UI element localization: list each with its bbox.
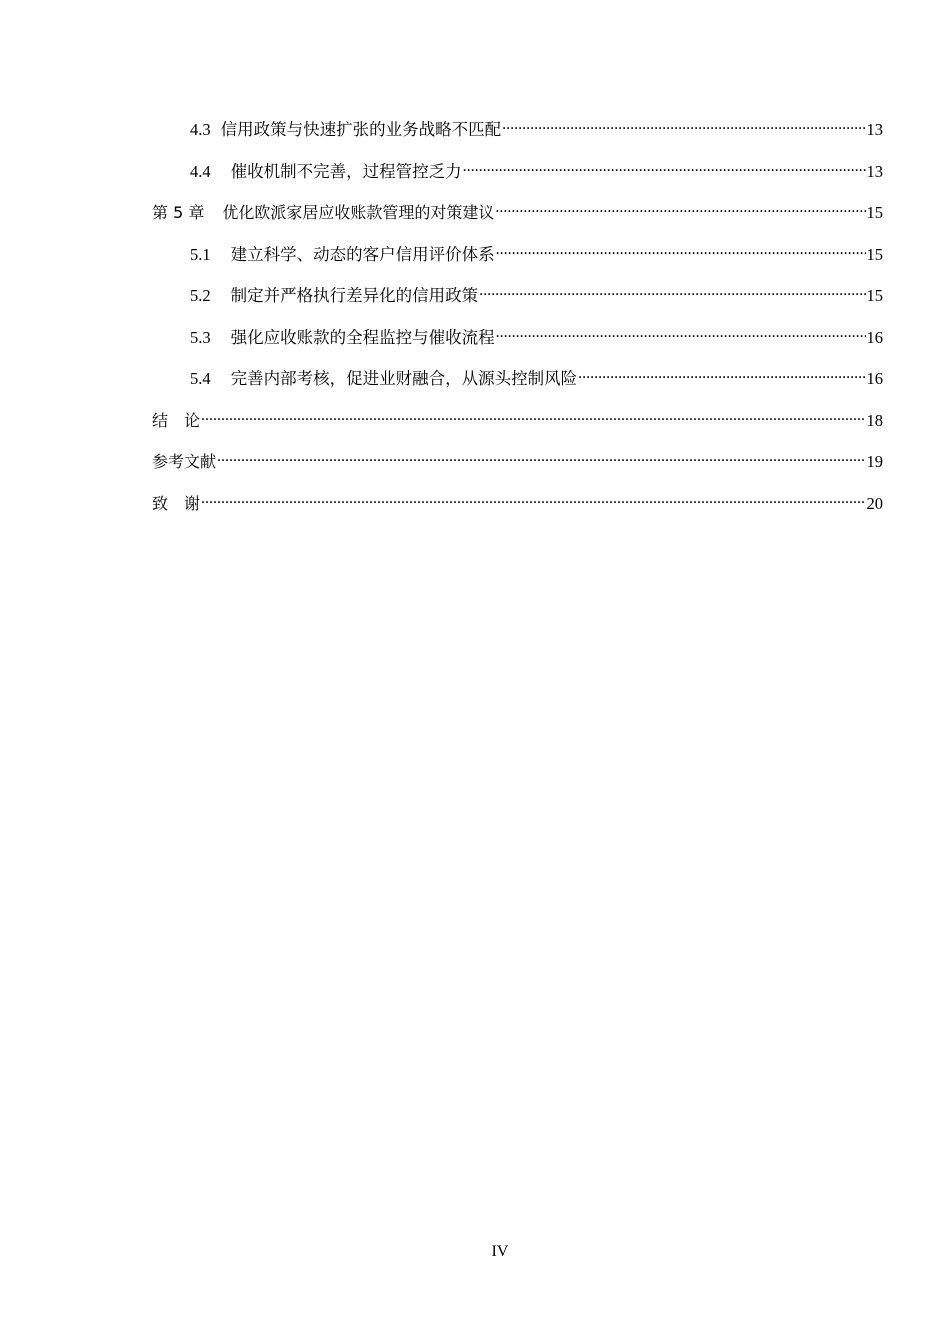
toc-entry-title: 催收机制不完善，过程管控乏力 <box>230 161 462 181</box>
toc-entry-number: 5.1 <box>190 244 211 264</box>
toc-entry-title: 制定并严格执行差异化的信用政策 <box>230 286 479 305</box>
toc-entry[interactable] <box>152 450 883 492</box>
toc-entry-title: 建立科学、动态的客户信用评价体系 <box>230 244 495 264</box>
toc-entry[interactable] <box>152 409 883 451</box>
toc-entry-title: 完善内部考核，促进业财融合，从源头控制风险 <box>230 369 578 388</box>
toc-entry[interactable] <box>152 118 883 160</box>
toc-entry-page: 19 <box>866 452 883 471</box>
toc-dot-leader <box>479 285 865 302</box>
toc-entry-number: 4.4 <box>190 161 211 181</box>
table-of-contents <box>152 118 883 533</box>
toc-dot-leader <box>201 409 865 426</box>
toc-entry-page: 13 <box>866 120 883 139</box>
toc-entry[interactable] <box>152 367 883 409</box>
toc-dot-leader <box>463 160 866 177</box>
toc-entry-page: 15 <box>866 203 883 222</box>
toc-dot-leader <box>578 368 865 385</box>
toc-dot-leader <box>496 326 866 343</box>
toc-entry[interactable] <box>152 201 883 243</box>
toc-dot-leader <box>217 451 865 468</box>
toc-entry-number: 4.3 <box>190 120 211 139</box>
toc-dot-leader <box>201 492 865 509</box>
toc-entry[interactable] <box>152 326 883 368</box>
toc-entry-title: 参考文献 <box>152 452 217 471</box>
toc-entry-page: 13 <box>866 161 883 181</box>
toc-entry-page: 15 <box>866 286 883 305</box>
toc-entry-page: 16 <box>866 327 883 347</box>
toc-entry-title: 信用政策与快速扩张的业务战略不匹配 <box>220 120 502 139</box>
toc-dot-leader <box>496 243 866 260</box>
toc-entry-page: 18 <box>866 410 883 430</box>
toc-entry-page: 20 <box>866 493 883 513</box>
toc-entry-title: 强化应收账款的全程监控与催收流程 <box>230 327 495 347</box>
toc-entry-title: 致 谢 <box>152 493 201 513</box>
toc-entry-page: 15 <box>866 244 883 264</box>
toc-entry[interactable] <box>152 492 883 534</box>
toc-entry-title: 结 论 <box>152 410 201 430</box>
toc-entry-page: 16 <box>866 369 883 388</box>
toc-entry-title: 优化欧派家居应收账款管理的对策建议 <box>222 203 495 222</box>
toc-entry-number: 第 5 章 <box>152 203 205 222</box>
toc-entry-number: 5.2 <box>190 286 211 305</box>
toc-entry-number: 5.3 <box>190 327 211 347</box>
toc-dot-leader <box>502 119 865 136</box>
toc-dot-leader <box>495 202 865 219</box>
page-number: IV <box>491 1243 509 1260</box>
toc-entry[interactable] <box>152 160 883 202</box>
toc-entry-number: 5.4 <box>190 369 211 388</box>
toc-entry[interactable] <box>152 284 883 326</box>
toc-entry[interactable] <box>152 243 883 285</box>
